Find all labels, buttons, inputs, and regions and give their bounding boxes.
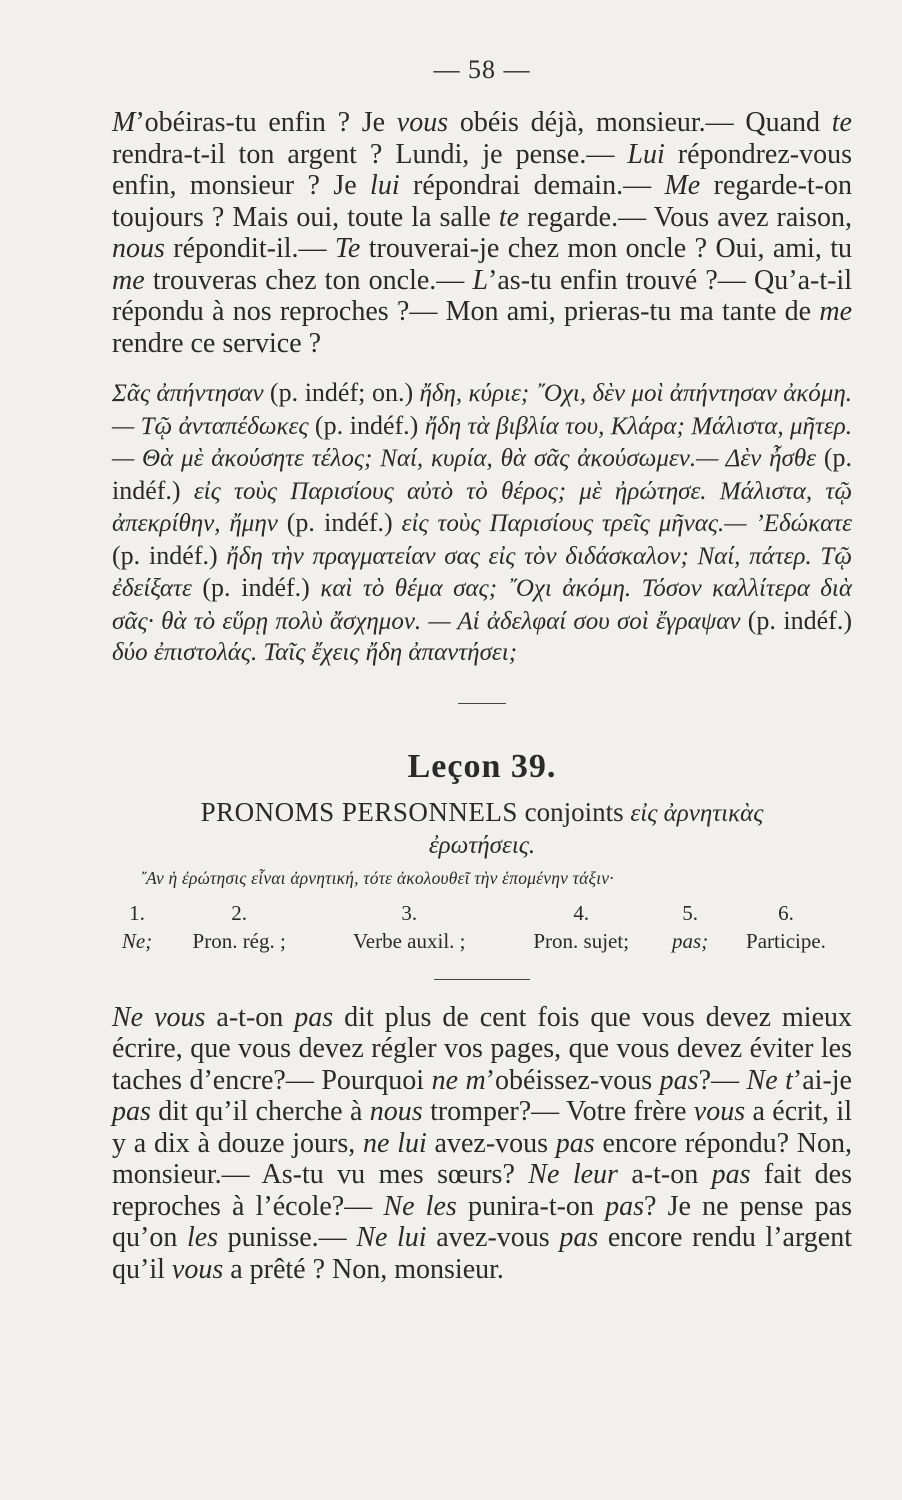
paragraph-negative-questions xyxy=(112,1002,852,1286)
order-label: Ne; xyxy=(121,928,153,953)
italic-run: lui xyxy=(370,170,400,201)
text-run: trouveras chez ton oncle.— xyxy=(144,264,473,296)
text-run: dit qu’il cherche à xyxy=(150,1096,370,1127)
italic-run: ne lui xyxy=(363,1127,427,1159)
text-run: a-t-on xyxy=(617,1159,712,1190)
italic-run: pas xyxy=(559,1222,599,1253)
italic-run: L xyxy=(472,264,489,296)
upright-run: (p. indéf.) xyxy=(202,573,310,602)
text-run: ἤδη, κύριε; ῎Οχι, δὲν μοὶ ἀπήντησαν ἀκόμη.— Τῷ ἀνταπέδωκες xyxy=(112,380,853,440)
italic-run: me xyxy=(819,296,852,327)
text-run: dit plus de cent fois que vous devez mieux écrire, que vous devez régler vos pages, que vous devez éviter les taches d’encre?— Pourquoi xyxy=(112,1001,852,1096)
text-run: avez-vous xyxy=(426,1222,560,1253)
italic-run: Ne les xyxy=(383,1190,457,1222)
italic-run: ne m xyxy=(431,1064,486,1096)
text-run: εἰς τοὺς Παρισίους τρεῖς μῆνας.— ’Εδώκατε xyxy=(392,510,852,537)
word-order-table xyxy=(112,901,852,959)
italic-run: Ne lui xyxy=(356,1222,427,1253)
text-run: trouverai-je chez mon oncle ? Oui, ami, tu xyxy=(360,233,853,264)
text-run: encore répondu? Non, monsieur.— As-tu vu mes sœurs? xyxy=(112,1127,852,1190)
order-number: 3. xyxy=(401,900,418,925)
text-run: δύο ἐπιστολάς. Ταῖς ἔχεις ἤδη ἀπαντήσει; xyxy=(112,639,518,666)
upright-run: (p. indéf; on.) xyxy=(269,378,414,407)
italic-run: me xyxy=(112,264,145,296)
text-run: rendre ce service ? xyxy=(112,327,322,359)
text-run: εἰς τοὺς Παρισίους αὐτὸ τὸ θέρος; μὲ ἠρώτησε. Μάλιστα, τῷ ἀπεκρίθην, ἤμην xyxy=(112,477,852,537)
italic-run: pas xyxy=(659,1064,699,1096)
text-run: répondrez-vous enfin, monsieur ? Je xyxy=(112,138,852,201)
italic-run: nous xyxy=(369,1096,423,1127)
text-run: ? Je ne pense pas qu’on xyxy=(112,1190,852,1253)
text-run: obéis déjà, monsieur.— Quand xyxy=(448,107,832,138)
text-run: a prêté ? Non, monsieur. xyxy=(223,1253,504,1285)
italic-run: vous xyxy=(693,1096,746,1127)
italic-run: Ne vous xyxy=(112,1001,206,1033)
text-run: a-t-on xyxy=(205,1001,295,1033)
italic-run: pas xyxy=(555,1127,595,1159)
upright-run: (p. indéf.) xyxy=(314,410,419,440)
section-heading-greek: εἰς ἀρνητικὰς xyxy=(630,799,764,827)
text-run: répondit-il.— xyxy=(164,233,335,264)
order-label: pas; xyxy=(672,928,709,953)
text-run: καὶ τὸ θέμα σας; ῎Οχι ἀκόμη. Τόσον καλλίτερα διὰ σᾶς· θὰ τὸ εὕρῃ πολὺ ἄσχημον. — Αἱ ἀδελφαί σου σοὶ ἔγραψαν xyxy=(112,575,852,635)
italic-run: vous xyxy=(396,107,449,138)
word-order-numbers-row xyxy=(112,901,852,929)
italic-run: Ne leur xyxy=(528,1159,618,1190)
text-run: ’ai-je xyxy=(792,1064,852,1096)
order-number: 1. xyxy=(129,900,145,925)
order-number: 6. xyxy=(778,900,794,925)
text-run: rendra-t-il ton argent ? Lundi, je pense.— xyxy=(112,138,628,170)
text-run: ’as-tu enfin trouvé ?— Qu’a-t-il répondu à nos reproches ?— Mon ami, prieras-tu ma tante de xyxy=(112,264,852,327)
text-run: tromper?— Votre frère xyxy=(422,1096,694,1127)
text-run: ἤδη τὴν πραγματείαν σας εἰς τὸν διδάσκαλον; Ναί, πάτερ. Τῷ ἐδείξατε xyxy=(112,542,852,602)
italic-run: te xyxy=(498,201,520,233)
order-number: 5. xyxy=(682,900,698,925)
lesson-title: Leçon 39. xyxy=(407,747,557,785)
order-label: Pron. sujet; xyxy=(533,928,630,953)
italic-run: Me xyxy=(664,170,701,201)
italic-run: pas xyxy=(711,1159,751,1190)
text-run: répondrai demain.— xyxy=(399,170,665,201)
upright-run: (p. indéf.) xyxy=(112,540,218,570)
book-page xyxy=(112,55,852,1285)
text-run: fait des reproches à l’école?— xyxy=(112,1159,852,1222)
paragraph-exercise-french xyxy=(112,107,852,359)
text-run: regarde-t-on toujours ? Mais oui, toute la salle xyxy=(112,170,852,233)
order-label: Pron. rég. ; xyxy=(192,928,286,953)
italic-run: pas xyxy=(294,1001,334,1033)
italic-run: pas xyxy=(112,1096,151,1127)
order-number: 2. xyxy=(231,900,248,925)
italic-run: Lui xyxy=(627,138,665,170)
italic-run: Ne t xyxy=(746,1064,793,1096)
word-order-rule-note: ῎Αν ἡ ἐρώτησις εἶναι ἀρνητική, τότε ἀκολουθεῖ τὴν ἑπομένην τάξιν· xyxy=(140,867,614,888)
text-run: a écrit, il y a dix à douze jours, xyxy=(112,1096,852,1159)
order-label: Verbe auxil. ; xyxy=(352,928,466,953)
upright-run: (p. indéf.) xyxy=(286,508,393,537)
italic-run: pas xyxy=(605,1190,645,1222)
upright-run: (p. indéf.) xyxy=(112,443,852,505)
text-run: avez-vous xyxy=(426,1127,556,1159)
page-number: — 58 — xyxy=(433,55,531,84)
text-run: ?— xyxy=(698,1064,747,1096)
section-heading-rest: conjoints xyxy=(517,796,631,827)
paragraph-exercise-greek xyxy=(112,377,852,669)
order-label: Participe. xyxy=(746,928,826,953)
section-divider xyxy=(458,703,506,704)
text-run: regarde.— Vous avez raison, xyxy=(519,201,852,233)
order-number: 4. xyxy=(573,900,590,925)
italic-run: M xyxy=(112,107,136,138)
section-heading-greek-line2: ἐρωτήσεις. xyxy=(428,831,536,859)
text-run: ’obéissez-vous xyxy=(485,1064,660,1096)
section-heading xyxy=(112,796,852,830)
exercise-divider xyxy=(434,979,530,980)
upright-run: (p. indéf.) xyxy=(747,605,852,635)
italic-run: Te xyxy=(334,233,361,264)
italic-run: les xyxy=(186,1222,219,1253)
italic-run: nous xyxy=(112,233,165,264)
text-run: ἤδη τὰ βιβλία του, Κλάρα; Μάλιστα, μῆτερ. — Θὰ μὲ ἀκούσητε τέλος; Ναί, κυρία, θὰ σᾶς ἀκούσωμεν.— Δὲν ἦσθε xyxy=(112,412,852,472)
italic-run: vous xyxy=(171,1253,224,1285)
text-run: Σᾶς ἀπήντησαν xyxy=(112,380,270,407)
italic-run: te xyxy=(831,107,852,138)
text-run: ’obéiras-tu enfin ? Je xyxy=(135,107,397,138)
text-run: encore rendu l’argent qu’il xyxy=(112,1222,852,1285)
text-run: punisse.— xyxy=(218,1222,357,1253)
section-heading-caps: PRONOMS PERSONNELS xyxy=(200,796,518,827)
word-order-labels-row xyxy=(112,929,852,959)
text-run: punira-t-on xyxy=(456,1190,606,1222)
